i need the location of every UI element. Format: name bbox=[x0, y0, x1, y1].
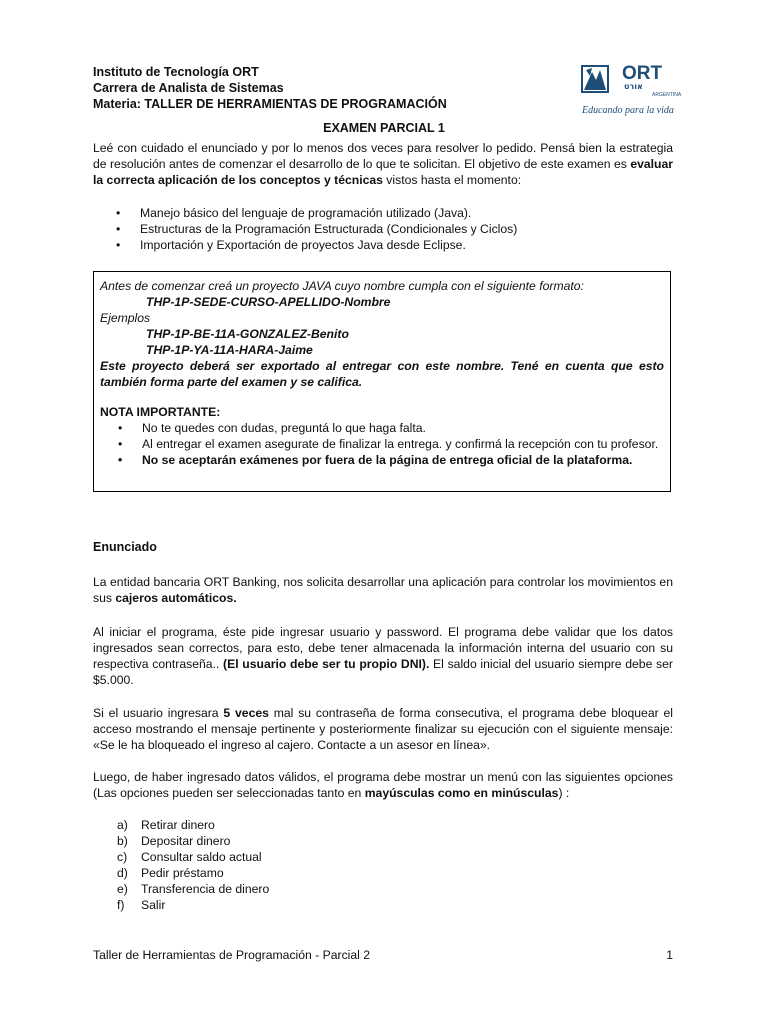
page-footer bbox=[93, 948, 673, 962]
examples-label: Ejemplos bbox=[100, 311, 151, 325]
paragraph-1: La entidad bancaria ORT Banking, nos solicita desarrollar una aplicación para controlar los movimientos en sus cajeros automáticos. bbox=[93, 575, 673, 605]
page-number: 1 bbox=[666, 948, 673, 962]
list-item: a) Retirar dinero bbox=[117, 818, 215, 832]
list-item: e) Transferencia de dinero bbox=[117, 882, 270, 896]
ort-logo bbox=[578, 58, 688, 122]
nota-title: NOTA IMPORTANTE: bbox=[100, 405, 221, 419]
exam-title: EXAMEN PARCIAL 1 bbox=[323, 121, 445, 135]
box-intro: Antes de comenzar creá un proyecto JAVA cuyo nombre cumpla con el siguiente formato: bbox=[100, 279, 584, 293]
list-item: • No te quedes con dudas, preguntá lo que haga falta. bbox=[114, 420, 664, 436]
svg-text:אורט: אורט bbox=[624, 82, 643, 91]
menu-options-list bbox=[117, 817, 269, 913]
nota-list bbox=[114, 420, 664, 468]
subject-name: Materia: TALLER DE HERRAMIENTAS DE PROGRAMACIÓN bbox=[93, 97, 447, 111]
footer-text: Taller de Herramientas de Programación - Parcial 2 bbox=[93, 948, 371, 962]
objectives-list bbox=[112, 205, 672, 253]
paragraph-3: Si el usuario ingresara 5 veces mal su contraseña de forma consecutiva, el programa debe bloquear el acceso mostrando el mensaje pertinente y posteriormente finalizar su ejecución con el siguiente mensaje: «Se le ha bloqueado el ingreso al cajero. Contacte a un asesor en línea». bbox=[93, 706, 673, 752]
institute-name: Instituto de Tecnología ORT bbox=[93, 65, 259, 79]
project-format: THP-1P-SEDE-CURSO-APELLIDO-Nombre bbox=[146, 295, 391, 309]
intro-paragraph: Leé con cuidado el enunciado y por lo menos dos veces para resolver lo pedido. Pensá bien la estrategia de resolución antes de comenzar el desarrollo de lo que te solicitan. El objetivo de este examen es evaluar la correcta aplicación de los conceptos y técnicas vistos hasta el momento: bbox=[93, 141, 673, 187]
list-item: b) Depositar dinero bbox=[117, 834, 231, 848]
list-item: d) Pedir préstamo bbox=[117, 866, 224, 880]
instructions-box bbox=[93, 271, 671, 492]
paragraph-2: Al iniciar el programa, éste pide ingresar usuario y password. El programa debe validar que los datos ingresados sean correctos, para esto, debe tener almacenada la información interna del usuario con su respectiva contraseña.. (El usuario debe ser tu propio DNI). El saldo inicial del usuario siempre debe ser $5.000. bbox=[93, 625, 673, 687]
list-item: • Importación y Exportación de proyectos Java desde Eclipse. bbox=[112, 237, 672, 253]
header-block bbox=[93, 64, 447, 112]
list-item: f) Salir bbox=[117, 898, 166, 912]
svg-text:ORT: ORT bbox=[622, 63, 663, 84]
list-item: c) Consultar saldo actual bbox=[117, 850, 262, 864]
svg-text:ARGENTINA: ARGENTINA bbox=[652, 92, 682, 98]
paragraph-4: Luego, de haber ingresado datos válidos, el programa debe mostrar un menú con las siguientes opciones (Las opciones pueden ser seleccionadas tanto en mayúsculas como en minúsculas) : bbox=[93, 770, 673, 800]
career-name: Carrera de Analista de Sistemas bbox=[93, 81, 284, 95]
example-2: THP-1P-YA-11A-HARA-Jaime bbox=[146, 343, 313, 357]
example-1: THP-1P-BE-11A-GONZALEZ-Benito bbox=[146, 327, 349, 341]
list-item: • Manejo básico del lenguaje de programación utilizado (Java). bbox=[112, 205, 672, 221]
list-item: • Estructuras de la Programación Estructurada (Condicionales y Ciclos) bbox=[112, 221, 672, 237]
svg-text:Educando para la vida: Educando para la vida bbox=[582, 105, 674, 116]
list-item: • Al entregar el examen asegurate de finalizar la entrega. y confirmá la recepción con tu profesor. bbox=[114, 436, 664, 452]
enunciado-heading: Enunciado bbox=[93, 540, 157, 554]
list-item: • No se aceptarán exámenes por fuera de la página de entrega oficial de la plataforma. bbox=[114, 452, 664, 468]
export-note: Este proyecto deberá ser exportado al entregar con este nombre. Tené en cuenta que esto también forma parte del examen y se califica. bbox=[100, 359, 664, 389]
